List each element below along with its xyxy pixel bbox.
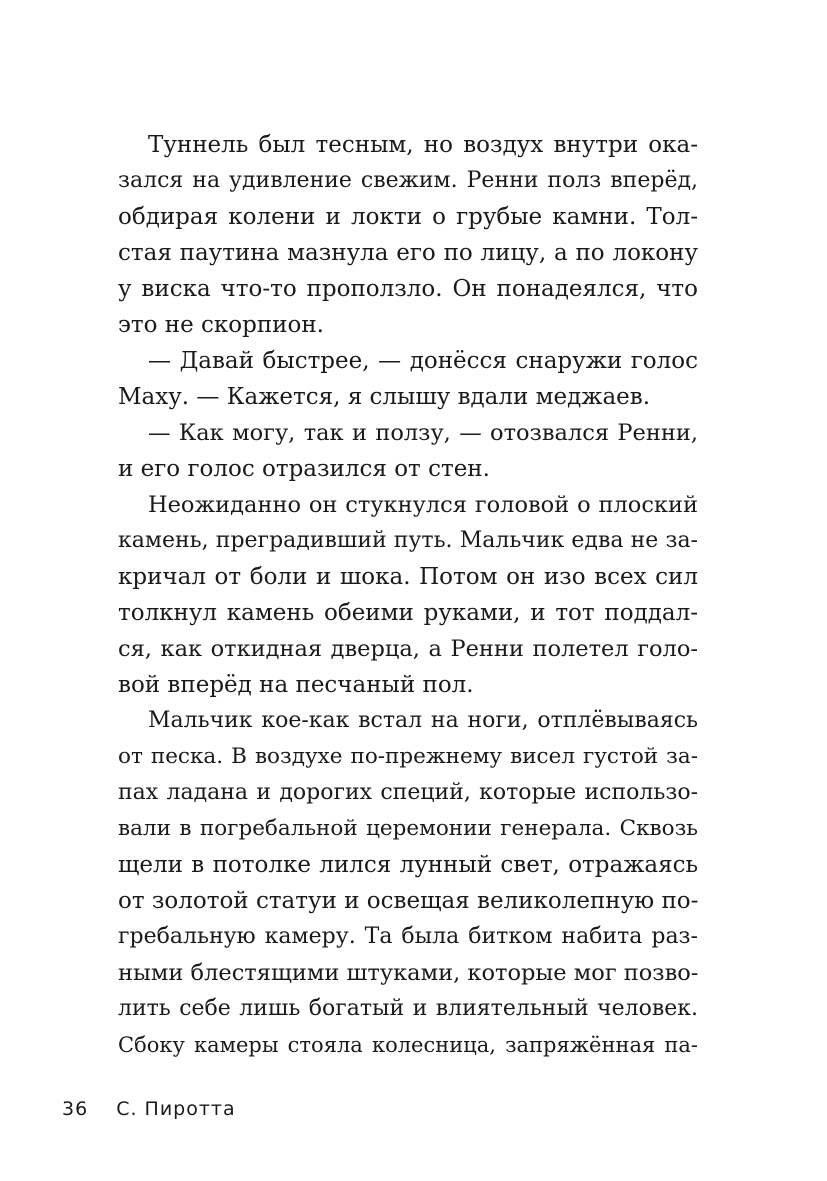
- page-body-text: [118, 127, 698, 1063]
- text-line: ными блестящими штуками, которые мог позво-: [118, 960, 699, 986]
- text-line: толкнул камень обеими руками, и тот поддал-: [118, 600, 698, 626]
- text-line: от золотой статуи и освещая великолепную по-: [118, 888, 699, 914]
- text-line: Мальчик кое-как встал на ноги, отплёвываясь: [148, 708, 698, 733]
- text-line: стая паутина мазнула его по лицу, а по локону: [118, 240, 698, 266]
- page-number: 36: [62, 1098, 89, 1120]
- text-line: ся, как откидная дверца, а Ренни полетел голо-: [118, 636, 698, 662]
- text-line: и его голос отразился от стен.: [118, 456, 490, 482]
- text-line: от песка. В воздухе по-прежнему висел густой за-: [118, 744, 698, 769]
- text-line: обдирая колени и локти о грубые камни. Тол-: [118, 204, 698, 230]
- text-line: пах ладана и дорогих специй, которые использо-: [118, 780, 698, 805]
- text-line: гребальную камеру. Та была битком набита раз-: [118, 924, 698, 949]
- text-line: Туннель был тесным, но воздух внутри ока-: [148, 132, 698, 158]
- text-line: лить себе лишь богатый и влиятельный человек.: [118, 996, 698, 1021]
- text-line: зался на удивление свежим. Ренни полз вперёд,: [118, 168, 698, 193]
- running-author: С. Пиротта: [116, 1098, 236, 1120]
- text-line: вали в погребальной церемонии генерала. Сквозь: [118, 816, 698, 841]
- text-line: это не скорпион.: [118, 312, 324, 338]
- text-line: — Давай быстрее, — донёсся снаружи голос: [148, 348, 698, 374]
- text-line: кричал от боли и шока. Потом он изо всех сил: [118, 564, 698, 590]
- text-line: — Как могу, так и ползу, — отозвался Ренни,: [148, 420, 698, 446]
- text-line: Сбоку камеры стояла колесница, запряжённая па-: [118, 1033, 698, 1057]
- text-line: камень, преградивший путь. Мальчик едва не за-: [118, 528, 698, 553]
- text-line: вой вперёд на песчаный пол.: [118, 672, 474, 698]
- text-line: Маху. — Кажется, я слышу вдали меджаев.: [118, 384, 651, 410]
- text-line: щели в потолке лился лунный свет, отражаясь: [118, 852, 698, 878]
- text-line: Неожиданно он стукнулся головой о плоский: [148, 492, 698, 518]
- text-line: у виска что-то проползло. Он понадеялся, что: [118, 276, 698, 302]
- page-footer: [62, 1096, 236, 1122]
